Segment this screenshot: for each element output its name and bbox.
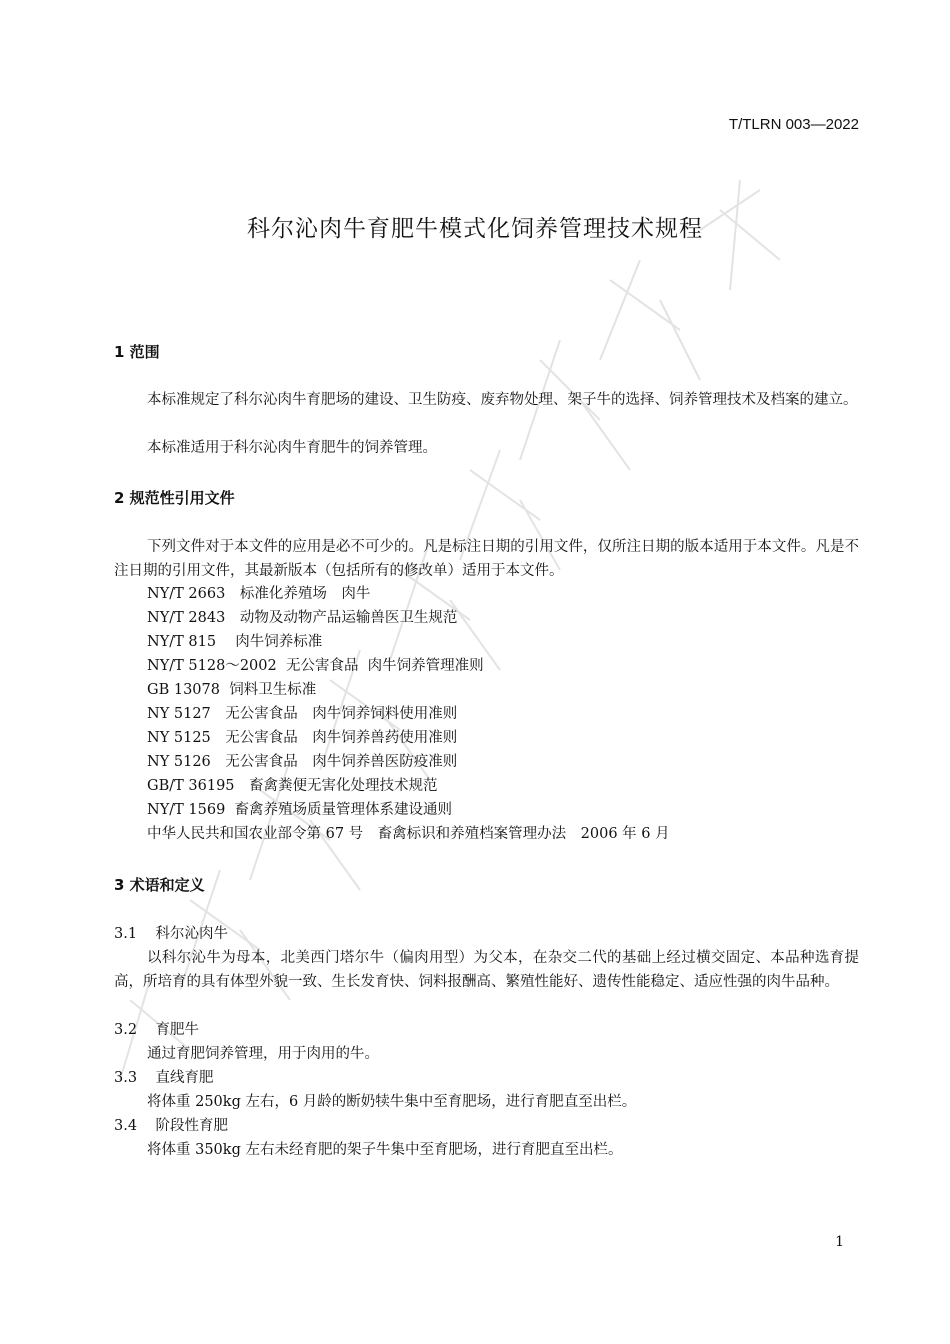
section-2-heading: 2 规范性引用文件 [114,489,235,507]
section-1-paragraph-2: 本标准适用于科尔沁肉牛育肥牛的饲养管理。 [147,440,437,456]
section-3-heading: 3 术语和定义 [114,876,205,894]
term-number: 3.4 [114,1118,138,1134]
term-3-4-definition: 将体重 350kg 左右未经育肥的架子牛集中至育肥场，进行育肥直至出栏。 [147,1142,623,1158]
reference-item: GB/T 36195 畜禽粪便无害化处理技术规范 [147,778,438,794]
reference-item: NY/T 2843 动物及动物产品运输兽医卫生规范 [147,610,458,626]
term-3-3-definition: 将体重 250kg 左右，6 月龄的断奶犊牛集中至育肥场，进行育肥直至出栏。 [147,1094,637,1110]
reference-item: NY/T 1569 畜禽养殖场质量管理体系建设通则 [147,802,453,818]
reference-item: NY/T 2663 标准化养殖场 肉牛 [147,586,371,602]
term-3-3-title [114,1066,214,1090]
reference-item: GB 13078 饲料卫生标准 [147,682,317,698]
term-3-4-title [114,1114,228,1138]
term-number: 3.3 [114,1070,138,1086]
term-number: 3.1 [114,926,138,942]
term-3-1-definition: 以科尔沁牛为母本，北美西门塔尔牛（偏肉用型）为父本，在杂交二代的基础上经过横交固定、本品种选育提高，所培育的具有体型外貌一致、生长发育快、饲料报酬高、繁殖性能好、遗传性能稳定、适应性强的肉牛品种。 [114,950,859,990]
term-name: 科尔沁肉牛 [155,926,228,942]
reference-item: NY 5125 无公害食品 肉牛饲养兽药使用准则 [147,730,458,746]
document-code: T/TLRN 003—2022 [728,116,859,133]
term-name: 直线育肥 [155,1070,214,1086]
term-3-1-title [114,922,228,946]
section-2-intro: 下列文件对于本文件的应用是必不可少的。凡是标注日期的引用文件，仅所注日期的版本适用于本文件。凡是不注日期的引用文件，其最新版本（包括所有的修改单）适用于本文件。 [114,539,859,579]
reference-item: NY 5126 无公害食品 肉牛饲养兽医防疫准则 [147,754,458,770]
page-number: 1 [835,1234,844,1250]
term-3-2-definition: 通过育肥饲养管理，用于肉用的牛。 [147,1046,379,1062]
term-number: 3.2 [114,1022,138,1038]
term-3-2-title [114,1018,199,1042]
reference-item: 中华人民共和国农业部令第 67 号 畜禽标识和养殖档案管理办法 2006 年 6 月 [147,826,670,842]
reference-item: NY/T 815 肉牛饲养标准 [147,634,323,650]
reference-item: NY 5127 无公害食品 肉牛饲养饲料使用准则 [147,706,458,722]
section-1-heading: 1 范围 [114,343,160,361]
section-1-paragraph-1: 本标准规定了科尔沁肉牛育肥场的建设、卫生防疫、废弃物处理、架子牛的选择、饲养管理技术及档案的建立。 [147,392,858,408]
document-title: 科尔沁肉牛育肥牛模式化饲养管理技术规程 [247,216,703,242]
reference-item: NY/T 5128～2002 无公害食品 肉牛饲养管理准则 [147,658,484,674]
term-name: 育肥牛 [155,1022,199,1038]
term-name: 阶段性育肥 [155,1118,228,1134]
